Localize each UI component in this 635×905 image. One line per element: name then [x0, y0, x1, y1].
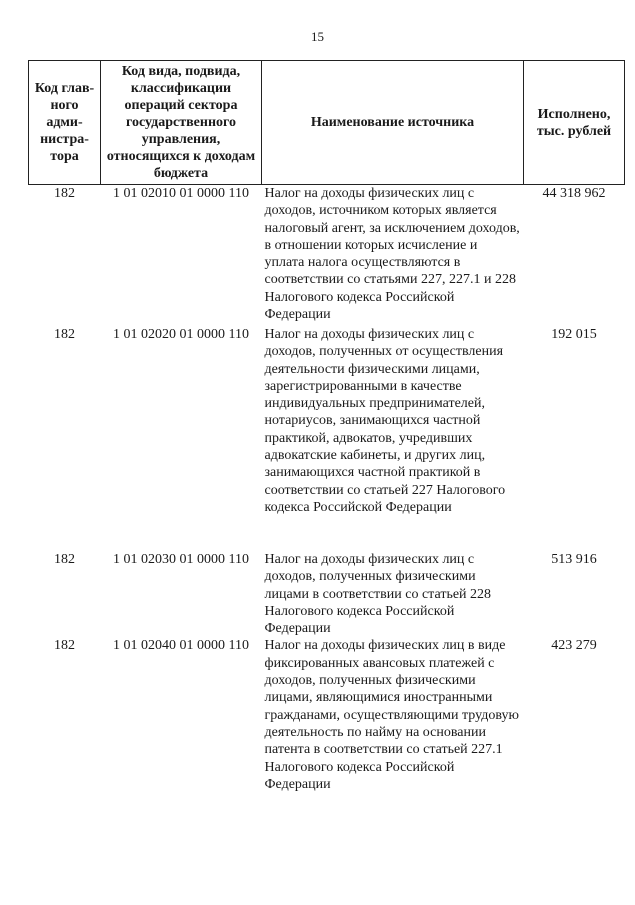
- table-row: [29, 551, 625, 637]
- source-name-cell: Налог на доходы физических лиц с доходов, полученных физическими лицами в соответствии со статьей 228 Налогового кодекса Российской Федерации: [264, 552, 492, 637]
- source-name-cell: Налог на доходы физических лиц в виде фиксированных авансовых платежей с доходов, полученных физическими лицами, являющимися иностранными гражданами, осуществляющими трудовую деятельность по найму на основании патента в соответствии со статьей 227.1 Налогового кодекса Российской Федерации: [264, 638, 519, 792]
- source-name-cell: Налог на доходы физических лиц с доходов, источником которых является налоговый агент, за исключением доходов, в отношении которых исчисление и уплата налога осуществляются в соответствии со статьями 227, 227.1 и 228 Налогового кодекса Российской Федерации: [264, 186, 520, 323]
- admin-code-cell: 182: [54, 552, 75, 567]
- table-row: [29, 185, 625, 327]
- classification-code-cell: 1 01 02010 01 0000 110: [113, 186, 249, 201]
- amount-cell: 513 916: [551, 552, 597, 567]
- source-name-cell: Налог на доходы физических лиц с доходов, полученных от осуществления деятельности физическими лицами, зарегистрированными в качестве индивидуальных предпринимателей, нотариусов, занимающихся частной практикой, адвокатов, учредивших адвокатские кабинеты, и других лиц, занимающихся частной практикой в соответствии со статьей 227 Налогового кодекса Российской Федерации: [264, 327, 506, 515]
- header-executed: Исполнено, тыс. рублей: [524, 61, 625, 185]
- amount-cell: 423 279: [551, 638, 597, 654]
- classification-code-cell: 1 01 02030 01 0000 110: [113, 552, 249, 567]
- table-row: [29, 637, 625, 817]
- admin-code-cell: 182: [54, 638, 75, 654]
- admin-code-cell: 182: [54, 327, 75, 342]
- classification-code-cell: 1 01 02020 01 0000 110: [113, 327, 249, 342]
- header-source-name: Наименование источника: [262, 61, 524, 185]
- table-header-row: [29, 61, 625, 185]
- header-admin-code: Код глав-ного адми-нистра-тора: [29, 61, 101, 185]
- page-number: 15: [311, 29, 324, 44]
- amount-cell: 44 318 962: [542, 186, 606, 201]
- table-row: [29, 326, 625, 551]
- header-classification-code: Код вида, подвида, классификации операций сектора государственного управления, относящихся к доходам бюджета: [101, 61, 262, 185]
- revenue-table: [28, 60, 625, 817]
- amount-cell: 192 015: [551, 327, 597, 342]
- admin-code-cell: 182: [54, 186, 75, 201]
- classification-code-cell: 1 01 02040 01 0000 110: [113, 638, 249, 654]
